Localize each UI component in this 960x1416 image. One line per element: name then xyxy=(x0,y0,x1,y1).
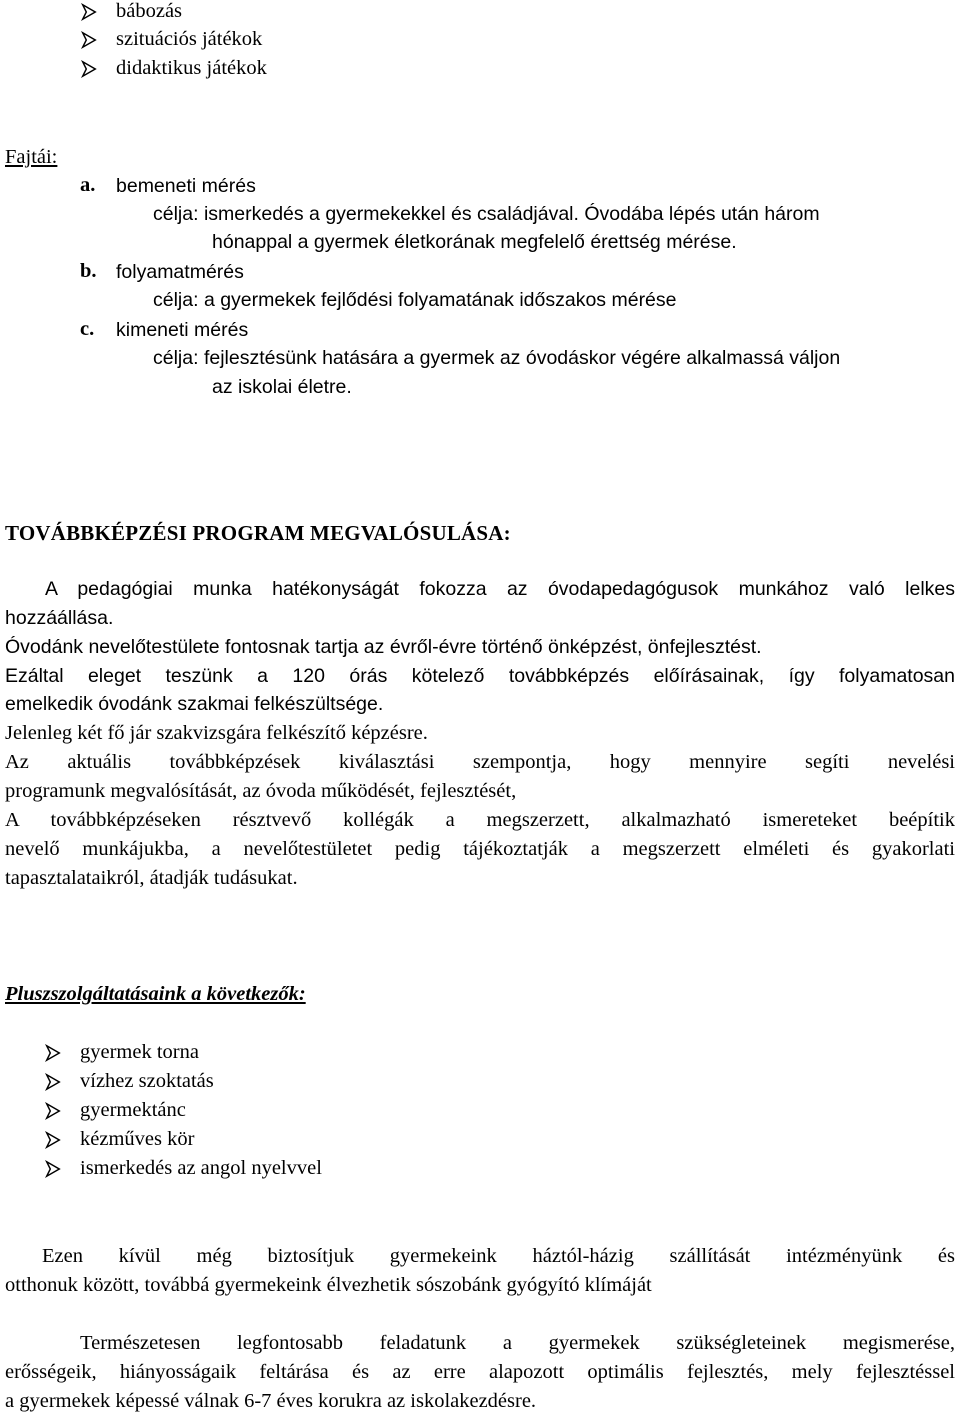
measure-a-line-2: hónappal a gyermek életkorának megfelelő érettség mérése. xyxy=(212,231,737,253)
paragraph-line: Ezen kívül még biztosítjuk gyermekeink háztól-házig szállítását intézményünk és xyxy=(42,1245,955,1267)
paragraph-line: programunk megvalósítását, az óvoda működését, fejlesztését, xyxy=(5,780,517,802)
arrow-bullet-icon xyxy=(44,1044,62,1062)
measure-item-c: c. kimeneti mérés xyxy=(80,318,249,341)
paragraph-line: A pedagógiai munka hatékonyságát fokozza az óvodapedagógusok munkához való lelkes xyxy=(45,578,955,600)
plusz-heading: Pluszszolgáltatásaink a következők: xyxy=(5,983,306,1005)
list-item: vízhez szoktatás xyxy=(44,1070,214,1093)
section-heading: TOVÁBBKÉPZÉSI PROGRAM MEGVALÓSULÁSA: xyxy=(5,521,511,545)
arrow-bullet-icon xyxy=(44,1073,62,1091)
paragraph-line: hozzáállása. xyxy=(5,607,114,629)
paragraph-line: erősségeik, hiányosságaik feltárása és az erre alapozott optimális fejlesztés, mely fejlesztéssel xyxy=(5,1361,955,1383)
arrow-bullet-icon xyxy=(80,3,98,21)
paragraph-line: tapasztalataikról, átadják tudásukat. xyxy=(5,867,298,889)
paragraph-line: emelkedik óvodánk szakmai felkészültsége. xyxy=(5,693,384,715)
list-item: gyermek torna xyxy=(44,1041,199,1064)
paragraph-line: Óvodánk nevelőtestülete fontosnak tartja az évről-évre történő önképzést, önfejlesztést. xyxy=(5,636,762,658)
paragraph-line: Természetesen legfontosabb feladatunk a gyermekek szükségleteinek megismerése, xyxy=(80,1332,955,1354)
paragraph-line: nevelő munkájukba, a nevelőtestületet pedig tájékoztatják a megszerzett elméleti és gyakorlati xyxy=(5,838,955,860)
arrow-bullet-icon xyxy=(44,1160,62,1178)
list-item: szituációs játékok xyxy=(80,28,262,51)
paragraph-line: Az aktuális továbbképzések kiválasztási szempontja, hogy mennyire segíti nevelési xyxy=(5,751,955,773)
paragraph-line: A továbbképzéseken résztvevő kollégák a megszerzett, alkalmazható ismereteket beépítik xyxy=(5,809,955,831)
paragraph-line: Jelenleg két fő jár szakvizsgára felkészítő képzésre. xyxy=(5,722,428,744)
measure-b-line-1: célja: a gyermekek fejlődési folyamatának időszakos mérése xyxy=(153,289,677,311)
list-item: kézműves kör xyxy=(44,1128,194,1151)
measure-c-line-1: célja: fejlesztésünk hatására a gyermek az óvodáskor végére alkalmassá váljon xyxy=(153,347,841,369)
measure-item-a: a. bemeneti mérés xyxy=(80,174,256,197)
list-item: ismerkedés az angol nyelvvel xyxy=(44,1157,322,1180)
paragraph-line: Ezáltal eleget teszünk a 120 órás kötelező továbbképzés előírásainak, így folyamatosan xyxy=(5,665,955,687)
measure-item-b: b. folyamatmérés xyxy=(80,260,244,283)
list-item: bábozás xyxy=(80,0,182,23)
measure-c-line-2: az iskolai életre. xyxy=(212,376,352,398)
measure-a-line-1: célja: ismerkedés a gyermekekkel és családjával. Óvodába lépés után három xyxy=(153,203,820,225)
arrow-bullet-icon xyxy=(80,31,98,49)
list-item: gyermektánc xyxy=(44,1099,186,1122)
list-item: didaktikus játékok xyxy=(80,57,267,80)
paragraph-line: a gyermekek képessé válnak 6-7 éves korukra az iskolakezdésre. xyxy=(5,1390,537,1412)
fajtai-title: Fajtái: xyxy=(5,146,58,168)
arrow-bullet-icon xyxy=(44,1102,62,1120)
paragraph-line: otthonuk között, továbbá gyermekeink élvezhetik sószobánk gyógyító klímáját xyxy=(5,1274,652,1296)
arrow-bullet-icon xyxy=(44,1131,62,1149)
arrow-bullet-icon xyxy=(80,60,98,78)
